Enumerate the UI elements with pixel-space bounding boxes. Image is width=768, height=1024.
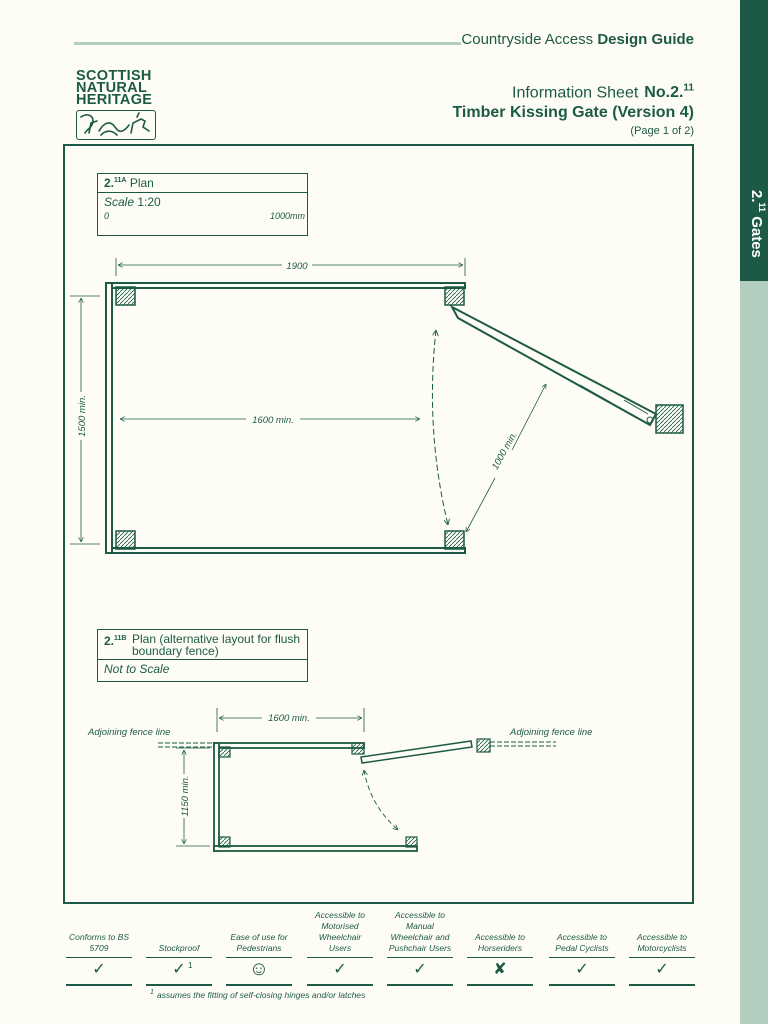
criterion-pedal-cyclists: Accessible to Pedal Cyclists ✓ [549, 908, 615, 986]
right-fence-label: Adjoining fence line [510, 727, 593, 738]
plan-b-posts [219, 739, 490, 847]
logo-text: SCOTTISH NATURAL HERITAGE [76, 68, 153, 108]
page-note: (Page 1 of 2) [630, 125, 694, 137]
check-icon: ✓ [333, 961, 347, 979]
plan-b-caption [97, 629, 308, 682]
criterion-horseriders: Accessible to Horseriders ✘ [467, 908, 533, 986]
guide-title: Countryside Access Design Guide [461, 31, 694, 48]
criterion-motorcyclists: Accessible to Motorcyclists ✓ [629, 908, 695, 986]
check-icon: ✓ [575, 961, 589, 979]
dim-1500: 1500 min. [77, 395, 88, 437]
dim-1600-a: 1600 min. [252, 415, 294, 426]
dim-1900: 1900 [286, 261, 308, 272]
smiley-icon: ☺ [248, 958, 270, 981]
check-icon: ✓ [413, 961, 427, 979]
dim-1000: 1000 min. [489, 429, 520, 472]
plan-a-swing-arc [432, 330, 448, 525]
plan-b-title-row: 2.$^{11B}$ Plan (alternative layout for flush boundary fence) [98, 630, 307, 660]
info-sheet-number: Information Sheet No.2.11 [512, 83, 694, 102]
cross-icon: ✘ [493, 961, 507, 979]
sheet-title: Timber Kissing Gate (Version 4) [452, 104, 694, 121]
plan-b-swing-arc [364, 770, 398, 830]
dim-1600-b: 1600 min. [268, 713, 310, 724]
plan-a-caption: 2.$^{11A}$ Plan Scale 1:20 0 1000mm [97, 173, 308, 236]
criterion-bs5709: Conforms to BS 5709 ✓ [66, 908, 132, 986]
left-fence-label: Adjoining fence line [88, 727, 171, 738]
check-icon: ✓ [655, 961, 669, 979]
plan-a-posts [116, 287, 683, 549]
section-tab-label: 2.11 Gates [748, 190, 767, 258]
check-icon: ✓ [92, 961, 106, 979]
plan-a-title-row: 2.$^{11A}$ Plan [98, 174, 307, 193]
plan-a-gate-leaf [452, 307, 656, 425]
check-icon: ✓ 1 [172, 961, 193, 979]
footnote: $^1$ assumes the fitting of self-closing hinges and/or latches [150, 989, 366, 1000]
criterion-manual-wheelchair: Accessible to Manual Wheelchair and Pushchair Users ✓ [387, 908, 453, 986]
plan-b-scale-note: Not to Scale [104, 662, 170, 676]
plan-b-gate-leaf [361, 741, 472, 763]
criterion-pedestrians: Ease of use for Pedestrians ☺ [226, 908, 292, 986]
criterion-stockproof: Stockproof ✓ 1 [146, 908, 212, 986]
dim-1150: 1150 min. [180, 775, 191, 817]
criterion-motorised-wheelchair: Accessible to Motorised Wheelchair Users ✓ [307, 908, 373, 986]
